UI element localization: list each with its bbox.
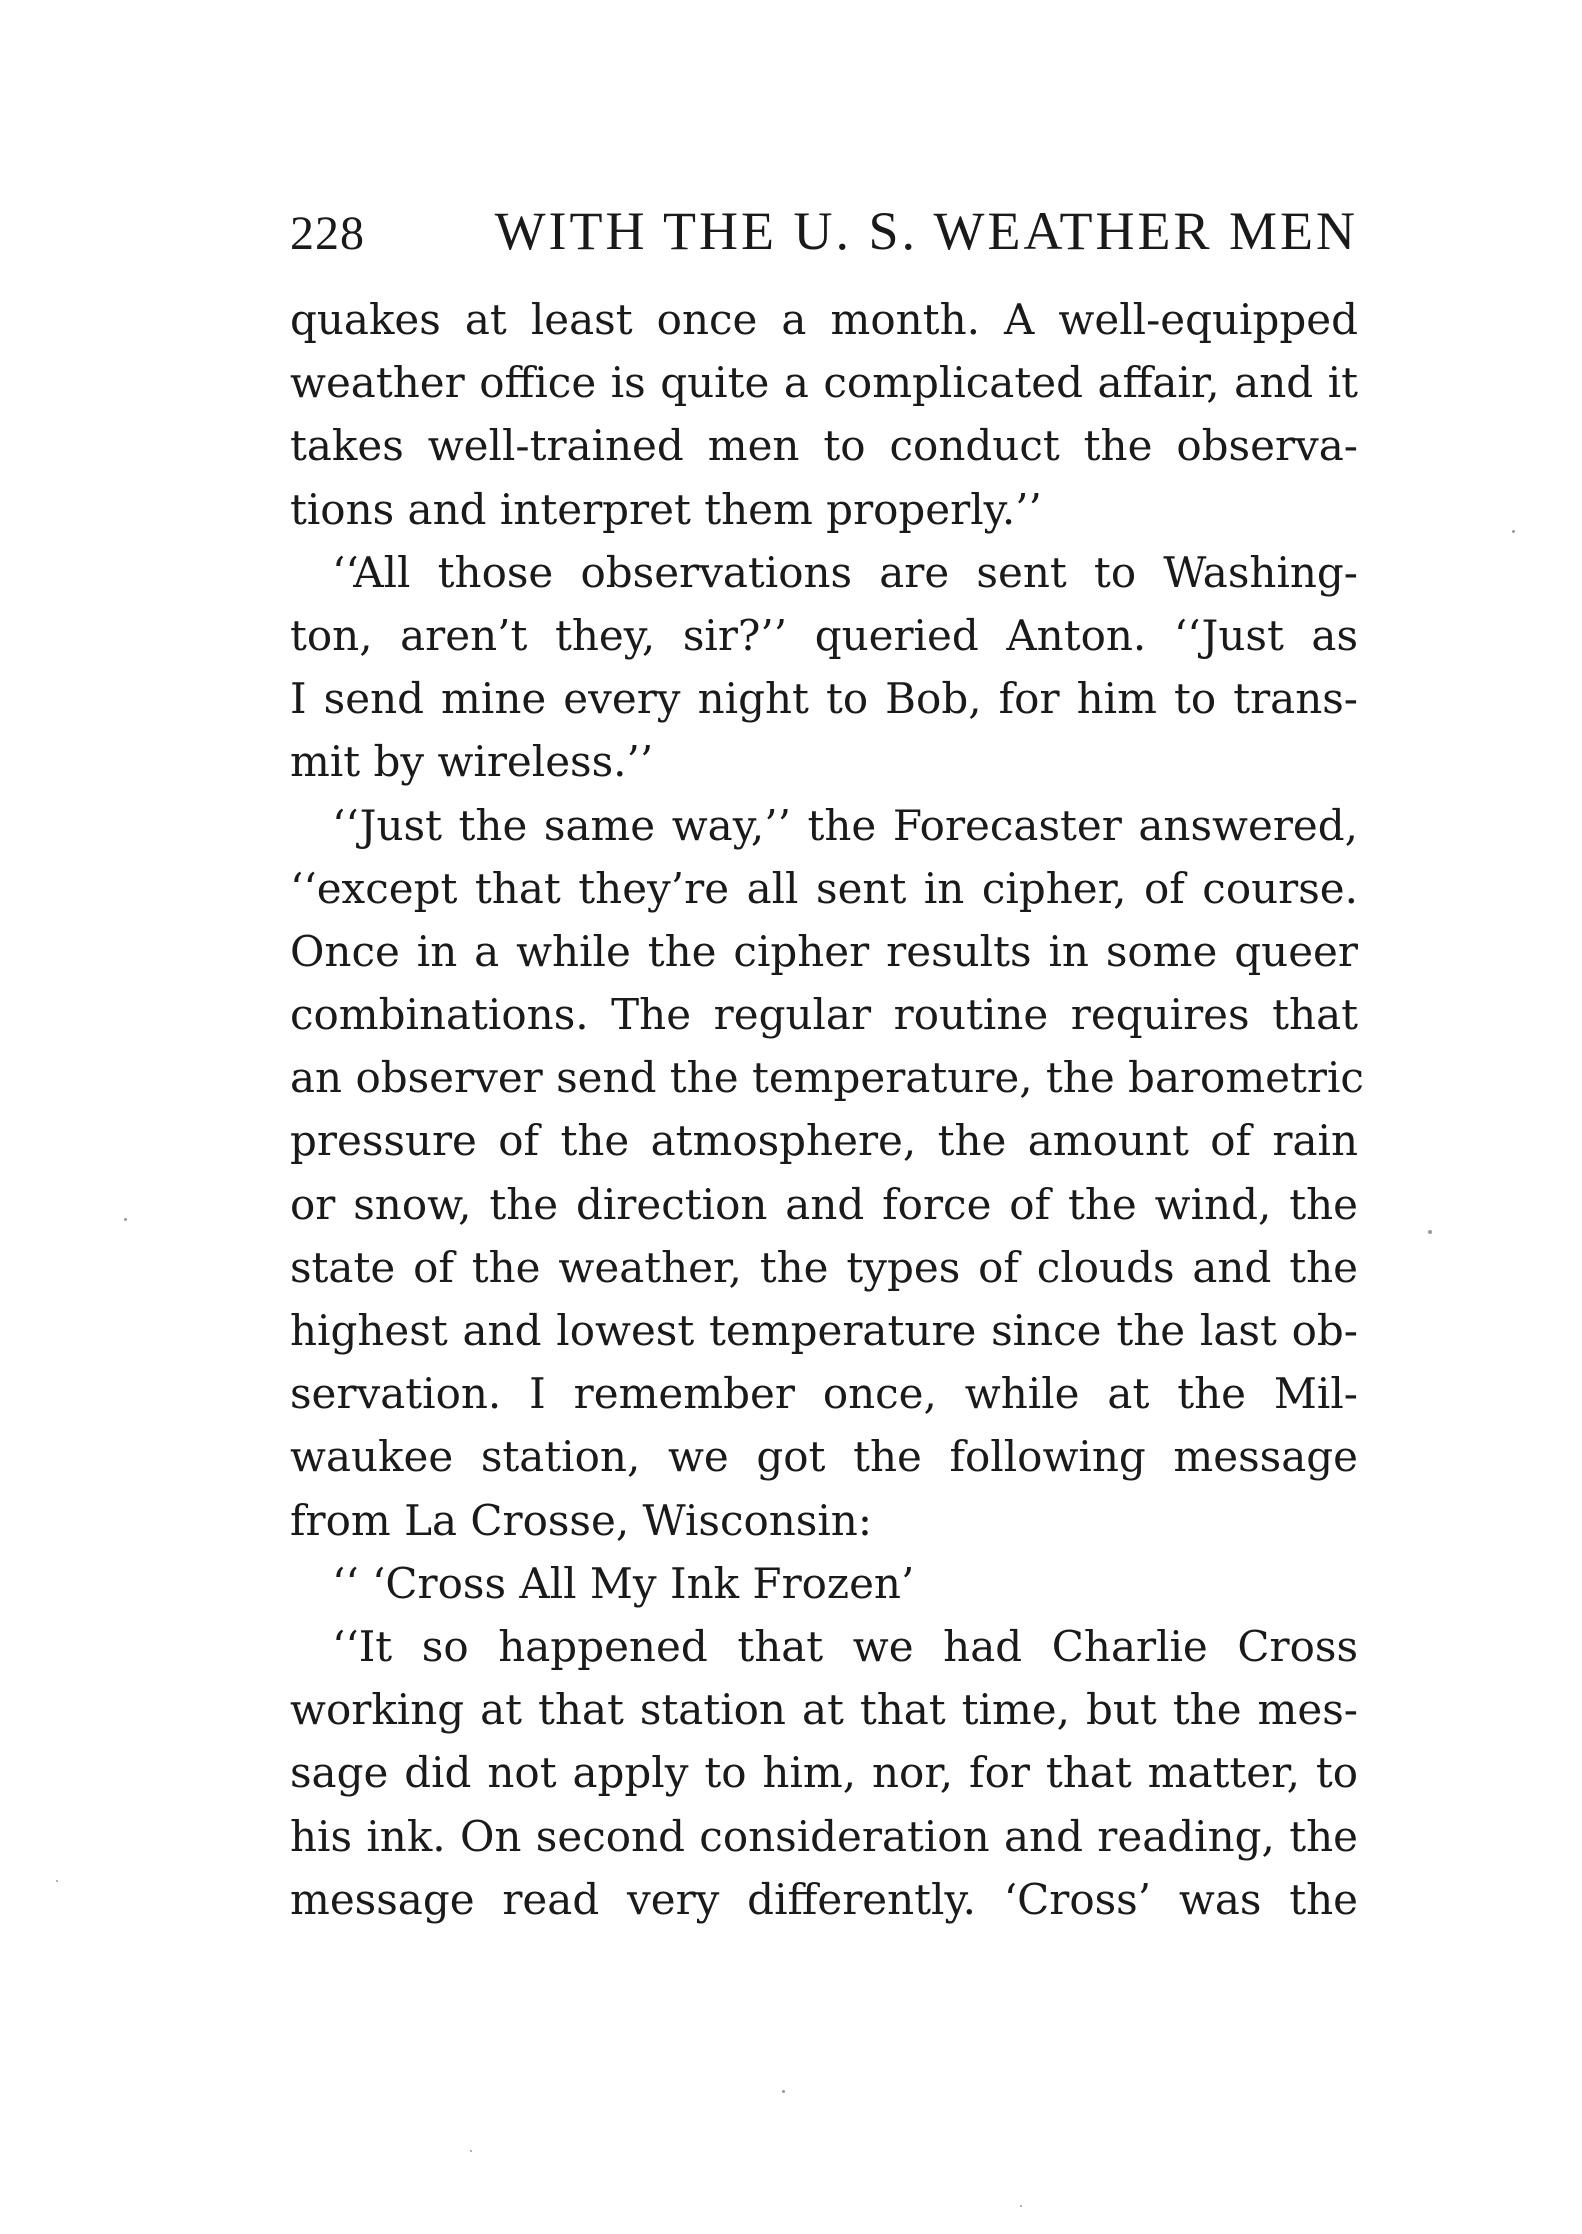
text-line: working at that station at that time, but the mes- [290,1685,1358,1735]
text-line: ‘‘Just the same way,’’ the Forecaster answered, [332,800,1358,850]
body-text [290,288,1364,1931]
scan-speck [56,1880,58,1882]
page-header [290,200,1358,262]
text-line: servation. I remember once, while at the Mil- [290,1369,1358,1419]
text-line: quakes at least once a month. A well-equipped [290,295,1358,344]
text-line: message read very differently. ‘Cross’ was the [290,1874,1358,1924]
scan-speck [124,1218,127,1221]
text-line: takes well-trained men to conduct the observa- [290,421,1358,471]
text-line: sage did not apply to him, nor, for that matter, to [290,1748,1358,1798]
text-line: ‘‘ ‘Cross All My Ink Frozen’ [332,1558,915,1608]
scan-speck [1428,1230,1432,1234]
text-line: tions and interpret them properly.’’ [290,484,1042,534]
scan-speck [782,2090,785,2093]
text-line: from La Crosse, Wisconsin: [290,1495,872,1545]
text-line: ton, aren’t they, sir?’’ queried Anton. ‘‘Just as [290,610,1358,660]
running-title: WITH THE U. S. WEATHER MEN [494,201,1358,261]
text-line: pressure of the atmosphere, the amount of rain [290,1116,1358,1166]
text-line: combinations. The regular routine requires that [290,990,1358,1040]
text-line: highest and lowest temperature since the last ob- [290,1306,1358,1355]
scan-speck [1512,530,1515,533]
text-line: waukee station, we got the following message [290,1432,1358,1482]
page-number: 228 [290,207,365,260]
text-line: ‘‘It so happened that we had Charlie Cross [332,1621,1358,1671]
text-line: ‘‘except that they’re all sent in cipher, of course. [290,863,1358,913]
text-line: state of the weather, the types of clouds and the [290,1242,1358,1292]
scan-speck [470,2150,472,2152]
scan-speck [1020,2205,1022,2207]
text-line: an observer send the temperature, the barometric [290,1053,1364,1103]
text-line: mit by wireless.’’ [290,737,654,787]
text-line: or snow, the direction and force of the wind, the [290,1179,1358,1229]
text-line: Once in a while the cipher results in some queer [290,926,1358,976]
text-line: weather office is quite a complicated affair, and it [290,358,1358,408]
text-line: I send mine every night to Bob, for him to trans- [290,674,1358,724]
text-line: ‘‘All those observations are sent to Washing- [332,547,1358,597]
text-line: his ink. On second consideration and reading, the [290,1811,1358,1861]
